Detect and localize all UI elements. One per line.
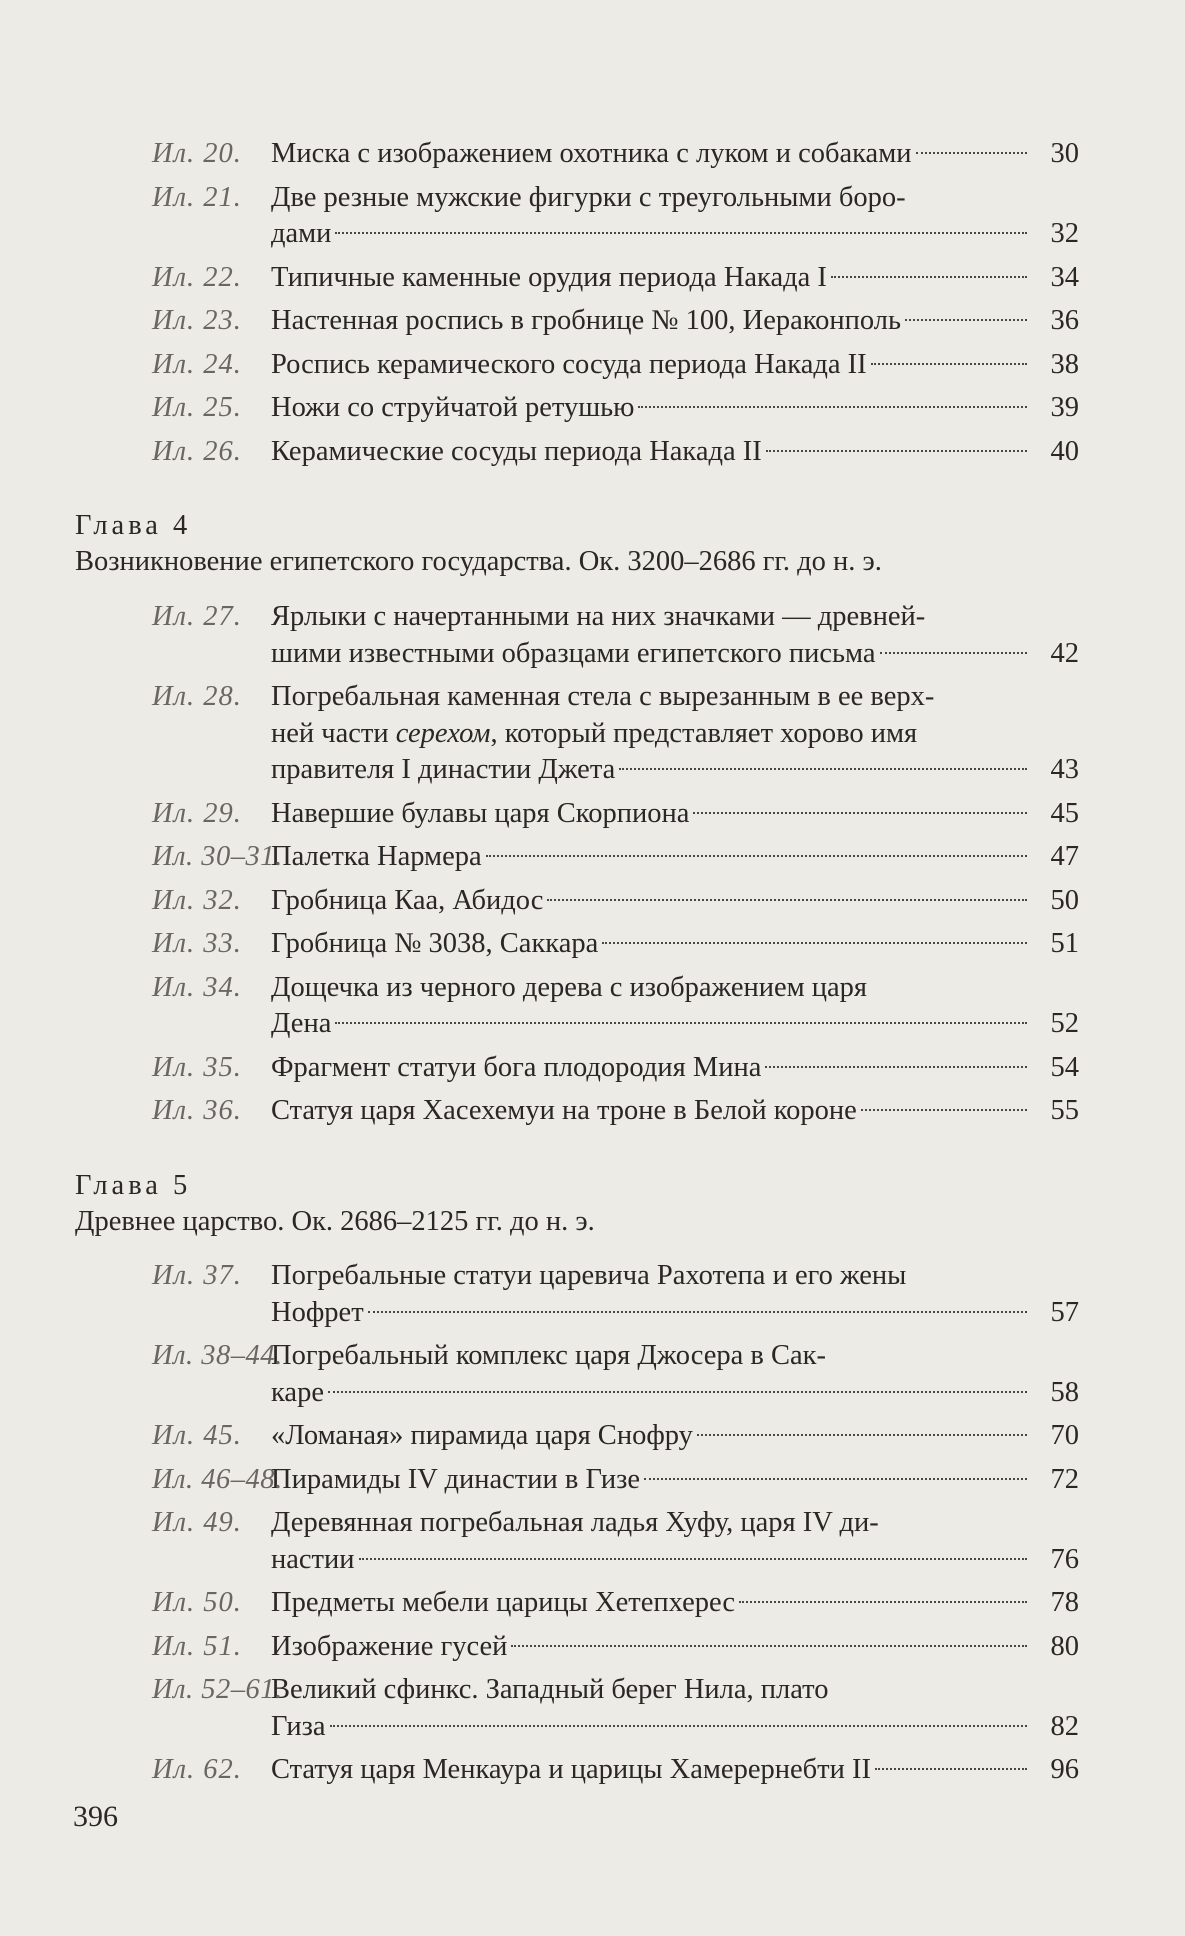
illustration-number: Ил. 51. <box>152 1630 242 1662</box>
leader-dots <box>916 152 1028 154</box>
leader-dots <box>739 1601 1027 1603</box>
illustration-number: Ил. 46–48. <box>152 1463 283 1495</box>
entry-title-line <box>271 1542 1079 1579</box>
toc-entry[interactable] <box>0 1629 1079 1666</box>
page-ref: 58 <box>1050 1376 1079 1408</box>
entry-title-text: Дощечка из черного дерева с изображением царя <box>271 971 868 1003</box>
toc-entry[interactable] <box>0 599 1079 672</box>
entry-title-line <box>271 303 1079 340</box>
illustration-number: Ил. 32. <box>152 884 242 916</box>
illustration-number: Ил. 26. <box>152 435 242 467</box>
entry-title-line <box>271 926 1079 963</box>
page-ref: 55 <box>1050 1095 1079 1126</box>
entry-title-line <box>271 216 1079 253</box>
leader-dots <box>359 1558 1027 1560</box>
entry-title-text: Статуя царя Хасехемуи на троне в Белой короне <box>271 1095 857 1126</box>
entry-title-text: правителя I династии Джета <box>271 754 616 785</box>
page-ref: 39 <box>1050 392 1079 423</box>
page-ref: 78 <box>1050 1587 1079 1618</box>
entry-title-text: , который представляет хорово имя <box>490 717 918 749</box>
entry-title-text: Палетка Нармера <box>271 841 482 872</box>
toc-entry[interactable] <box>0 883 1079 920</box>
page-ref: 30 <box>1050 138 1079 169</box>
entry-title-line <box>271 1295 1079 1332</box>
toc-entry[interactable] <box>0 1418 1079 1455</box>
page-ref: 82 <box>1050 1710 1079 1742</box>
page-ref: 54 <box>1050 1051 1079 1083</box>
leader-dots <box>335 1022 1027 1024</box>
toc-section-chapter-4 <box>0 599 1185 1137</box>
leader-dots <box>905 319 1027 321</box>
entry-title-line <box>271 1050 1079 1087</box>
entry-title-text: Деревянная погребальная ладья Хуфу, царя IV ди- <box>271 1507 879 1538</box>
entry-title-text: Изображение гусей <box>271 1630 508 1662</box>
illustration-number: Ил. 25. <box>152 392 242 423</box>
toc-entry[interactable] <box>0 839 1079 876</box>
entry-title-line <box>271 636 1079 673</box>
page-ref: 32 <box>1050 218 1079 249</box>
leader-dots <box>880 652 1028 654</box>
leader-dots <box>831 276 1027 278</box>
toc-entry[interactable] <box>0 1672 1079 1745</box>
entry-title-line <box>271 434 1079 471</box>
entry-title-line <box>271 599 1079 636</box>
entry-title-text: Погребальные статуи царевича Рахотепа и его жены <box>271 1260 907 1291</box>
toc-entry[interactable] <box>0 1093 1079 1130</box>
chapter-title: Возникновение египетского государства. Ок. 3200–2686 гг. до н. э. <box>75 546 882 577</box>
entry-title-text: шими известными образцами египетского письма <box>271 637 876 669</box>
entry-title-text: Дена <box>271 1008 332 1039</box>
entry-title-line <box>271 1006 1079 1043</box>
entry-title-text: Гробница Каа, Абидос <box>271 884 544 916</box>
entry-title-line <box>271 1462 1079 1499</box>
page-ref: 36 <box>1050 305 1079 336</box>
entry-title-text: Предметы мебели царицы Хетепхерес <box>271 1587 736 1618</box>
entry-title-text: Роспись керамического сосуда периода Накада II <box>271 348 867 380</box>
illustration-number: Ил. 29. <box>152 797 242 829</box>
illustration-number: Ил. 52–61. <box>152 1674 283 1705</box>
page-ref: 38 <box>1050 348 1079 380</box>
illustration-number: Ил. 35. <box>152 1051 242 1083</box>
leader-dots <box>644 1478 1027 1480</box>
toc-entry[interactable] <box>0 390 1079 427</box>
illustration-number: Ил. 21. <box>152 181 242 213</box>
entry-title-text: Навершие булавы царя Скорпиона <box>271 797 690 829</box>
illustration-number: Ил. 50. <box>152 1587 242 1618</box>
toc-entry[interactable] <box>0 1585 1079 1622</box>
chapter-label: Глава 4 <box>75 510 192 541</box>
entry-title-line <box>271 390 1079 427</box>
leader-dots <box>765 1066 1027 1068</box>
entry-title-line <box>271 1505 1079 1542</box>
entry-title-text: Керамические сосуды периода Накада II <box>271 435 762 467</box>
illustration-number: Ил. 37. <box>152 1260 242 1291</box>
page-ref: 70 <box>1050 1420 1079 1451</box>
entry-title-text: Погребальная каменная стела с вырезанным в ее верх- <box>271 681 935 712</box>
entry-title-line <box>271 1672 1079 1709</box>
toc-entry[interactable] <box>0 434 1079 471</box>
leader-dots <box>330 1725 1027 1727</box>
page-ref: 96 <box>1050 1754 1079 1785</box>
leader-dots <box>638 406 1027 408</box>
leader-dots <box>335 232 1027 234</box>
illustration-number: Ил. 23. <box>152 305 242 336</box>
entry-title-text: Гробница № 3038, Саккара <box>271 928 599 959</box>
page-ref: 51 <box>1050 928 1079 959</box>
entry-title-line <box>271 679 1079 716</box>
page-ref: 80 <box>1050 1630 1079 1662</box>
illustration-number: Ил. 45. <box>152 1420 242 1451</box>
page-ref: 76 <box>1050 1543 1079 1575</box>
entry-title-line <box>271 796 1079 833</box>
entry-title-text: Настенная роспись в гробнице № 100, Иераконполь <box>271 305 902 336</box>
chapter-title: Древнее царство. Ок. 2686–2125 гг. до н. э. <box>75 1206 595 1237</box>
leader-dots <box>871 363 1027 365</box>
leader-dots <box>861 1109 1027 1111</box>
toc-entry[interactable] <box>0 303 1079 340</box>
leader-dots <box>547 899 1027 901</box>
leader-dots <box>875 1768 1027 1770</box>
toc-entry[interactable] <box>0 260 1079 297</box>
leader-dots <box>602 942 1027 944</box>
toc-entry[interactable] <box>0 1462 1079 1499</box>
entry-title-line <box>271 136 1079 173</box>
illustration-number: Ил. 34. <box>152 971 242 1003</box>
page-ref: 72 <box>1050 1463 1079 1495</box>
toc-section-continued <box>0 136 1185 477</box>
entry-title-text: Ножи со струйчатой ретушью <box>271 392 635 423</box>
entry-title-line <box>271 970 1079 1007</box>
entry-title-line <box>271 260 1079 297</box>
illustration-number: Ил. 49. <box>152 1507 242 1538</box>
entry-title-line <box>271 1258 1079 1295</box>
toc-entry[interactable] <box>0 1752 1079 1789</box>
entry-title-text: Ярлыки с начертанными на них значками — древней- <box>271 601 926 632</box>
entry-title-text: дами <box>271 218 332 249</box>
entry-title-line <box>271 1093 1079 1130</box>
entry-title-text: Нофрет <box>271 1296 364 1328</box>
entry-title-line <box>271 839 1079 876</box>
illustration-number: Ил. 22. <box>152 261 242 293</box>
entry-title-text: Погребальный комплекс царя Джосера в Сак- <box>271 1340 827 1371</box>
entry-title-text: Гиза <box>271 1710 326 1742</box>
page-ref: 43 <box>1050 754 1079 785</box>
page-ref: 34 <box>1050 261 1079 293</box>
entry-title-line <box>271 1585 1079 1622</box>
entry-italic-term: серехом <box>395 717 491 749</box>
chapter-label: Глава 5 <box>75 1170 192 1201</box>
page-ref: 42 <box>1050 637 1079 669</box>
chapter-5-heading <box>75 1168 595 1240</box>
page-ref: 57 <box>1050 1296 1079 1328</box>
entry-title-line <box>271 1375 1079 1412</box>
illustration-number: Ил. 28. <box>152 681 242 712</box>
entry-title-line <box>271 180 1079 217</box>
illustration-number: Ил. 38–44. <box>152 1340 283 1371</box>
illustration-number: Ил. 33. <box>152 928 242 959</box>
chapter-4-heading <box>75 508 882 580</box>
toc-entry[interactable] <box>0 1338 1079 1411</box>
leader-dots <box>511 1645 1027 1647</box>
leader-dots <box>766 450 1027 452</box>
entry-title-text: Великий сфинкс. Западный берег Нила, плато <box>271 1674 829 1705</box>
leader-dots <box>697 1434 1027 1436</box>
entry-title-text: настии <box>271 1543 355 1575</box>
illustration-number: Ил. 30–31. <box>152 841 283 872</box>
illustration-number: Ил. 36. <box>152 1095 242 1126</box>
entry-title-text: каре <box>271 1376 324 1408</box>
page-ref: 47 <box>1050 841 1079 872</box>
page-ref: 45 <box>1050 797 1079 829</box>
entry-title-line <box>271 1629 1079 1666</box>
toc-entry[interactable] <box>0 1258 1079 1331</box>
page-number: 396 <box>73 1800 118 1833</box>
entry-title-text: «Ломаная» пирамида царя Снофру <box>271 1420 693 1451</box>
toc-entry[interactable] <box>0 136 1079 173</box>
toc-entry[interactable] <box>0 1505 1079 1578</box>
illustration-number: Ил. 62. <box>152 1754 242 1785</box>
illustration-number: Ил. 20. <box>152 138 242 169</box>
leader-dots <box>693 812 1027 814</box>
entry-title-text: Миска с изображением охотника с луком и собаками <box>271 138 912 169</box>
toc-entry[interactable] <box>0 347 1079 384</box>
page-ref: 50 <box>1050 884 1079 916</box>
illustration-number: Ил. 24. <box>152 348 242 380</box>
toc-entry[interactable] <box>0 1050 1079 1087</box>
entry-title-line <box>271 752 1079 789</box>
entry-title-line <box>271 883 1079 920</box>
entry-title-text: Две резные мужские фигурки с треугольными боро- <box>271 181 906 213</box>
toc-section-chapter-5 <box>0 1258 1185 1796</box>
entry-title-line <box>271 1709 1079 1746</box>
entry-title-text: Типичные каменные орудия периода Накада I <box>271 261 827 293</box>
entry-title-line <box>271 1418 1079 1455</box>
entry-title-line <box>271 716 1079 753</box>
toc-entry[interactable] <box>0 926 1079 963</box>
page-ref: 52 <box>1050 1008 1079 1039</box>
entry-title-line <box>271 347 1079 384</box>
leader-dots <box>619 768 1027 770</box>
entry-title-line <box>271 1338 1079 1375</box>
leader-dots <box>486 855 1027 857</box>
entry-title-text: Пирамиды IV династии в Гизе <box>271 1463 640 1495</box>
entry-title-text: ней части <box>271 717 396 749</box>
leader-dots <box>328 1391 1027 1393</box>
entry-title-text: Фрагмент статуи бога плодородия Мина <box>271 1051 762 1083</box>
toc-entry[interactable] <box>0 180 1079 253</box>
toc-entry[interactable] <box>0 970 1079 1043</box>
toc-entry[interactable] <box>0 679 1079 789</box>
toc-entry[interactable] <box>0 796 1079 833</box>
leader-dots <box>368 1311 1027 1313</box>
entry-title-text: Статуя царя Менкаура и царицы Хамерернебти II <box>271 1754 871 1785</box>
entry-title-line <box>271 1752 1079 1789</box>
page-ref: 40 <box>1050 435 1079 467</box>
illustration-number: Ил. 27. <box>152 601 242 632</box>
